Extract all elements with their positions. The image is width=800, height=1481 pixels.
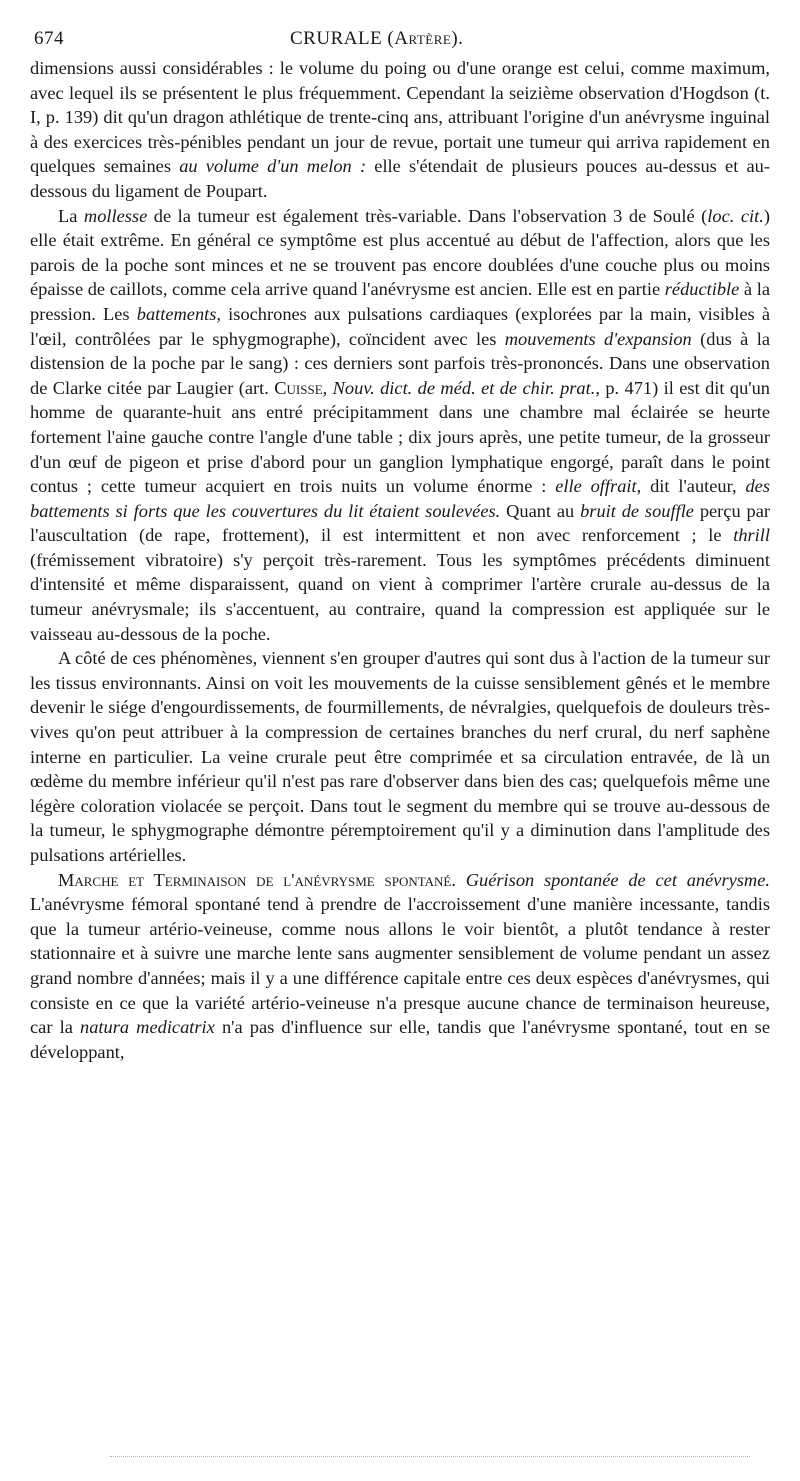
section-heading: Marche et Terminaison de l'anévrysme spontané. [58, 869, 456, 890]
running-header [30, 26, 770, 56]
p4-e: n'a pas d'influence sur elle, tandis que l'anévrysme spontané, tout en se développant, [30, 1017, 770, 1062]
title-smallcaps: Artère [394, 28, 452, 49]
p2-s: Quant au [500, 500, 581, 521]
book-page [30, 26, 770, 1064]
paragraph-2 [30, 204, 770, 647]
p2-i: isochrones aux pulsations cardiaques (explorées par la main, visibles à l'œil, contrôlées par le sphygmographe), coïncident avec les [30, 303, 770, 349]
p2-b: mollesse [83, 205, 148, 226]
p4-a [456, 870, 466, 890]
p2-m: , [322, 377, 333, 398]
p2-p: elle offrait [555, 476, 637, 497]
p2-k: (dus à la distension de la poche par le sang) : ces derniers sont parfois très-prononcés. Dans une observation de Clarke citée par Laugier (art. [30, 328, 770, 398]
p2-h: battements, [136, 303, 222, 324]
p2-r: des battements si forts que les couvertures du lit étaient soulevées. [30, 476, 770, 521]
p2-w: (frémissement vibratoire) s'y perçoit très-rarement. Tous les symptômes précédents diminuent d'intensité et même disparaissent, quand on vient à comprimer l'artère crurale au-dessus de la tumeur anévrysmale; ils s'accentuent, au contraire, quand la compression est appliquée sur le vaisseau au-dessous de la poche. [30, 549, 770, 644]
p2-n: Nouv. dict. de méd. et de chir. prat. [332, 377, 596, 398]
p4-b: Guérison spontanée de cet anévrysme. [465, 869, 770, 890]
title-main: CRURALE ( [290, 28, 395, 49]
running-title [290, 28, 463, 50]
p2-u: perçu par l'auscultation (de rape, frottement), il est intermittent et non avec renforcement ; le [30, 500, 770, 546]
p2-f: réductible [664, 279, 740, 300]
page-body [30, 56, 770, 1064]
p2-t: bruit de souffle [580, 500, 694, 521]
p1-text-c: elle s'étendait de plusieurs pouces au-dessus et au-dessous du ligament de Poupart. [30, 156, 770, 201]
page-number: 674 [34, 28, 64, 49]
paragraph-1 [30, 56, 770, 204]
p2-q: , dit l'auteur, [636, 476, 746, 497]
title-end: ). [451, 28, 464, 49]
scan-artifact [110, 1456, 750, 1463]
paragraph-4 [30, 868, 770, 1065]
p2-v: thrill [733, 525, 770, 546]
p1-text-a: dimensions aussi considérables : le volume du poing ou d'une orange est celui, comme maximum, avec lequel ils se présentent le plus fréquemment. Cependant la seizième observation d'Hogdson (t. I, p. 139) dit qu'un dragon athlétique de trente-cinq ans, attribuant l'origine d'un anévrysme inguinal à des exercices très-pénibles pendant un jour de revue, portait une tumeur qui arriva rapidement en quelques semaines [30, 58, 770, 177]
p1-italic: au volume d'un melon : [179, 156, 367, 177]
p4-c: L'anévrysme fémoral spontané tend à prendre de l'accroissement d'une manière incessante, tandis que la tumeur artério-veineuse, comme nous allons le voir bientôt, a plutôt tendance à rester stationnaire et à suivre une marche lente sans augmenter sensiblement de volume pendant un assez grand nombre d'années; mais il y a une différence capitale entre ces deux espèces d'anévrysmes, qui consiste en ce que la variété artério-veineuse n'a presque aucune chance de terminaison heureuse, car la [30, 894, 770, 1038]
p2-a: La [58, 205, 84, 226]
p2-d: loc. cit. [707, 205, 764, 226]
p2-c: de la tumeur est également très-variable. Dans l'observation 3 de Soulé ( [147, 205, 708, 226]
p2-l: Cuisse [274, 377, 323, 398]
p2-o: , p. 471) il est dit qu'un homme de quarante-huit ans entré précipitamment dans une chambre mal éclairée se heurte fortement l'aine gauche contre l'angle d'une table ; dix jours après, une petite tumeur, de la grosseur d'un œuf de pigeon et prise d'abord pour un ganglion lymphatique engorgé, paraît dans le point contus ; cette tumeur acquiert en trois nuits un volume énorme : [30, 377, 770, 497]
p2-j: mouvements d'expansion [504, 328, 692, 349]
p2-g: à la pression. Les [30, 279, 770, 324]
p2-e: ) elle était extrême. En général ce symptôme est plus accentué au début de l'affection, alors que les parois de la poche sont minces et ne se trouvent pas encore doublées d'une couche plus ou moins épaisse de caillots, comme cela arrive quand l'anévrysme est ancien. Elle est en partie [30, 205, 770, 300]
p4-d: natura medicatrix [80, 1017, 215, 1038]
paragraph-3: A côté de ces phénomènes, viennent s'en grouper d'autres qui sont dus à l'action de la tumeur sur les tissus environnants. Ainsi on voit les mouvements de la cuisse sensiblement gênés et le membre devenir le siége d'engourdissements, de fourmillements, de névralgies, quelquefois de douleurs très-vives qu'on peut attribuer à la compression de certaines branches du nerf crural, du nerf saphène interne en particulier. La veine crurale peut être comprimée et sa circulation entravée, de là un œdème du membre inférieur qu'il n'est pas rare d'observer dans bien des cas; quelquefois même une légère coloration violacée se perçoit. Dans tout le segment du membre qui se trouve au-dessous de la tumeur, le sphygmographe démontre péremptoirement qu'il y a diminution dans l'amplitude des pulsations artérielles. [30, 648, 770, 865]
